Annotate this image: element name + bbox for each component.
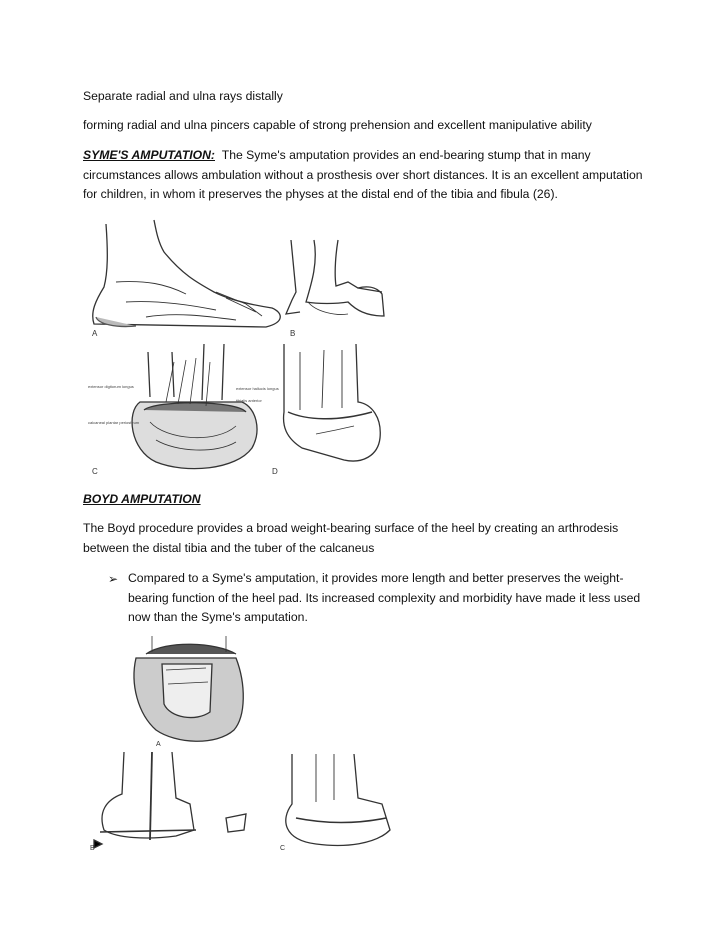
text-line-separate-rays: Separate radial and ulna rays distally <box>83 89 283 103</box>
boyd-illustration-a <box>134 636 243 741</box>
foot-illustration-a <box>93 220 281 327</box>
figure1-annotation-extensor-hallucis: extensor hallucis longus <box>236 386 279 391</box>
syme-heading: SYME'S AMPUTATION: <box>83 148 215 162</box>
boyd-paragraph: The Boyd procedure provides a broad weight-bearing surface of the heel by creating an arthrodesis between the distal tibia and the tuber of the calcaneus <box>83 521 619 555</box>
boyd-illustration-c <box>286 754 390 845</box>
text-line-pincers: forming radial and ulna pincers capable of strong prehension and excellent manipulative ability <box>83 118 592 132</box>
syme-paragraph <box>83 146 653 205</box>
boyd-illustration-b <box>94 752 246 848</box>
figure1-annotation-extensor-digitorum: extensor digitorum longus <box>88 384 134 389</box>
boyd-heading: BOYD AMPUTATION <box>83 492 201 506</box>
figure2-label-b: B <box>90 845 95 852</box>
stump-illustration-d <box>284 344 381 461</box>
figure1-annotation-tibialis-anterior: tibialis anterior <box>236 398 262 403</box>
boyd-amputation-figure <box>86 634 408 856</box>
bullet-arrow-icon: ➢ <box>108 572 119 586</box>
figure1-label-d: D <box>272 467 278 476</box>
syme-body: The Syme's amputation provides an end-bearing stump that in many circumstances allows ambulation without a prosthesis over short distances. It is an excellent amputation for children, in whom it preserves the physes at the distal end of the tibia and fibula (26). <box>83 148 643 201</box>
boyd-bullet-text: Compared to a Syme's amputation, it provides more length and better preserves the weight-bearing function of the heel pad. Its increased complexity and morbidity have made it less used now than the Syme's amputation. <box>128 571 641 624</box>
figure1-label-c: C <box>92 467 98 476</box>
figure2-label-c: C <box>280 845 286 852</box>
figure1-label-b: B <box>290 329 296 338</box>
figure1-annotation-calcaneal-periosteum: calcaneal plantar periosteum <box>88 420 140 425</box>
figure2-label-a: A <box>156 741 161 748</box>
tendon-illustration-c <box>132 344 257 469</box>
bone-illustration-b <box>286 240 384 316</box>
figure1-label-a: A <box>92 329 98 338</box>
syme-amputation-figure <box>86 212 411 480</box>
